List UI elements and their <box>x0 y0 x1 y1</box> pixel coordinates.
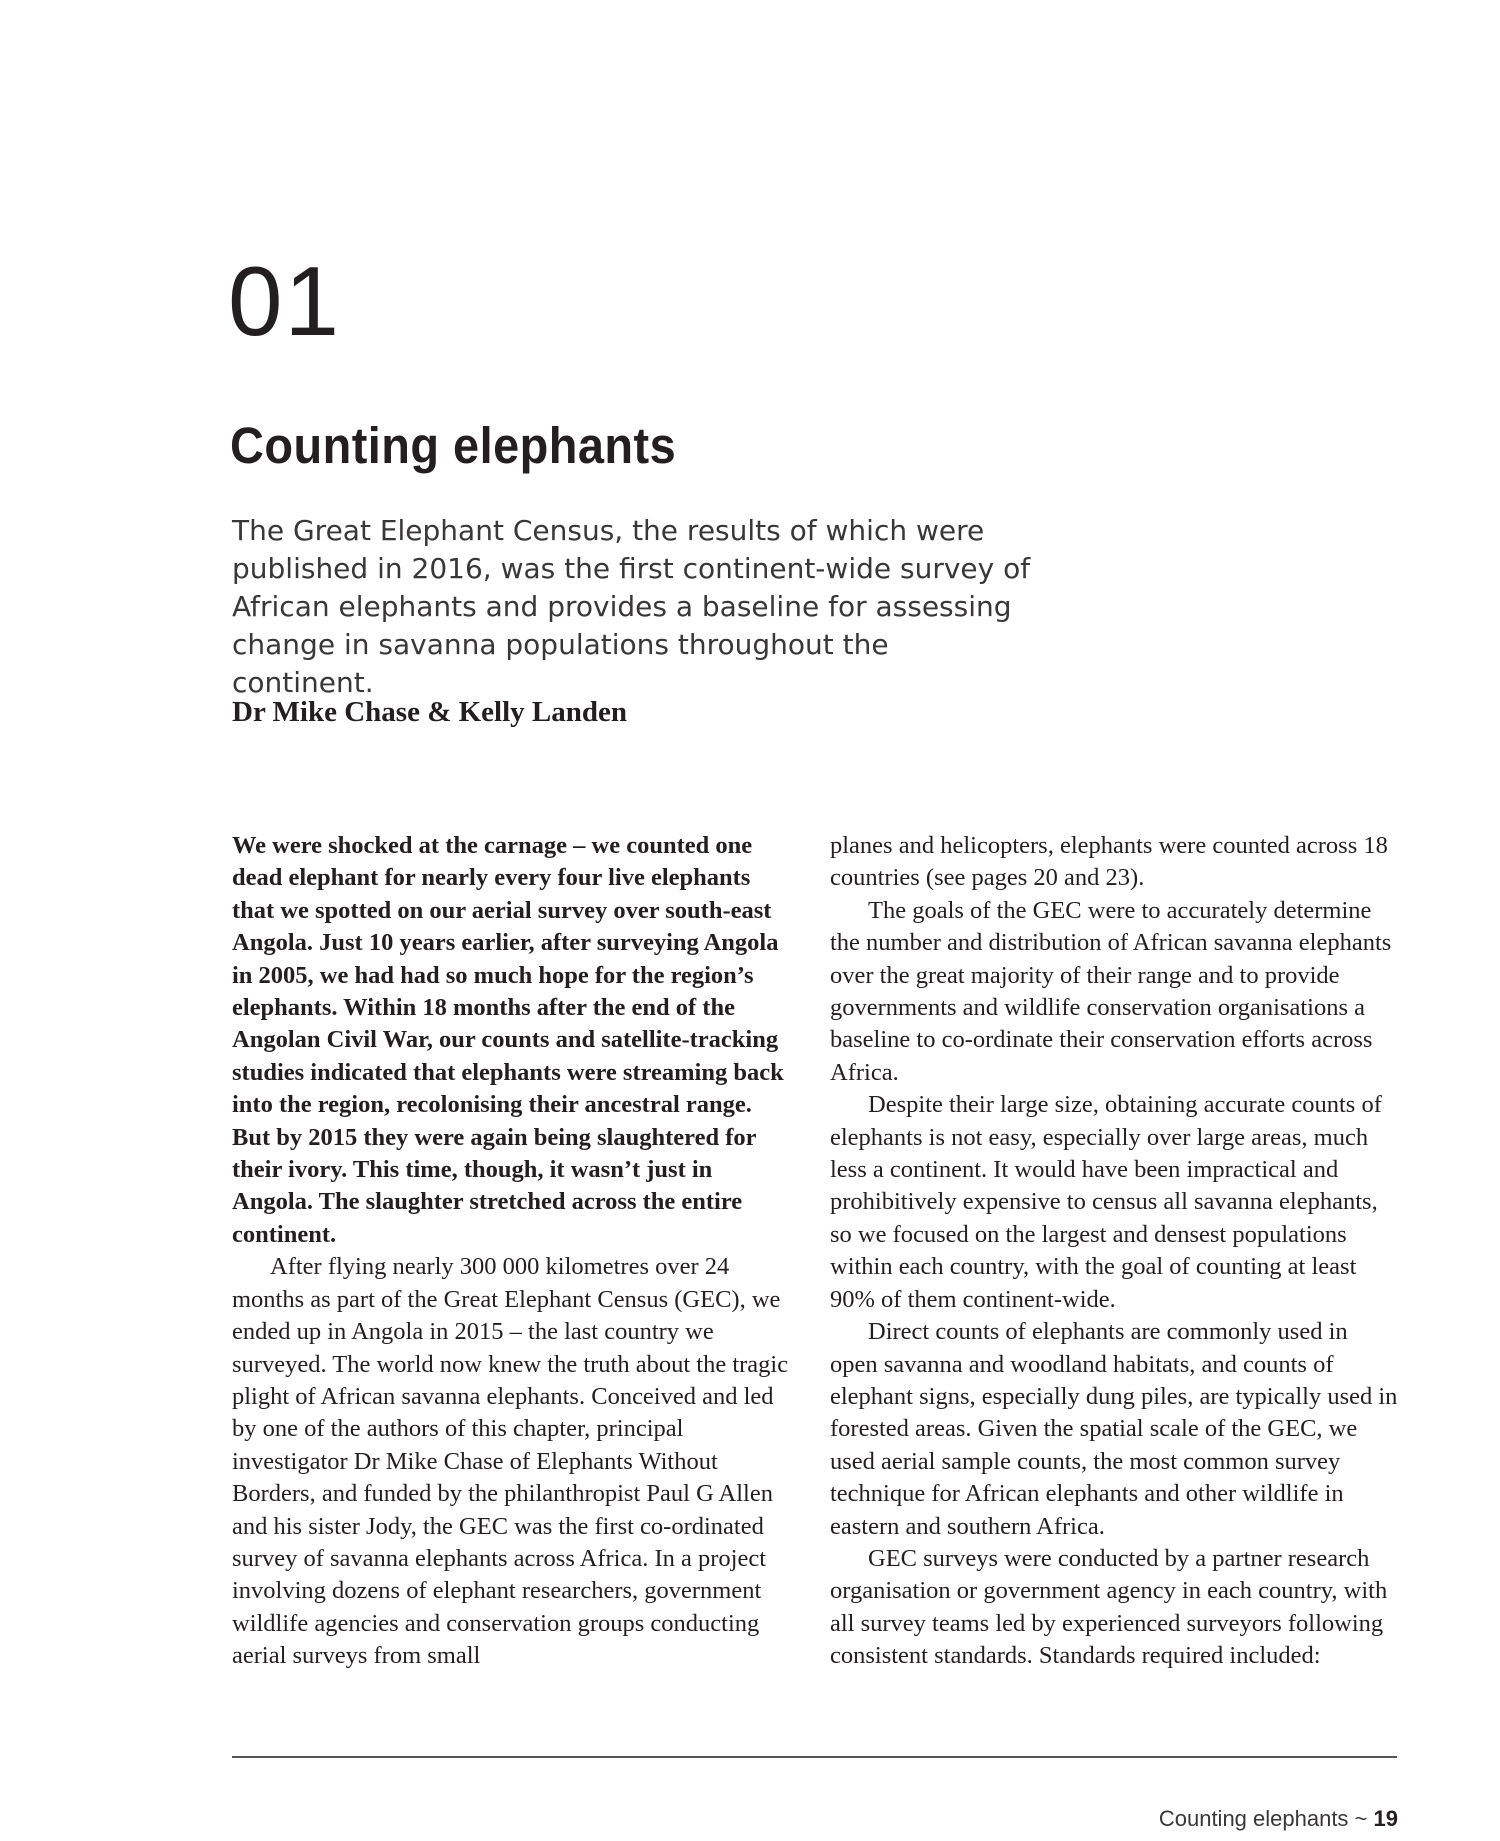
lead-paragraph: We were shocked at the carnage – we counted one dead elephant for nearly every four live elephants that we spotted on our aerial survey over south-east Angola. Just 10 years earlier, after surveying Angola in 2005, we had had so much hope for the region’s elephants. Within 18 months after the end of the Angolan Civil War, our counts and satellite-tracking studies indicated that elephants were streaming back into the region, recolonising their ancestral range. But by 2015 they were again being slaughtered for their ivory. This time, though, it wasn’t just in Angola. The slaughter stretched across the entire continent. <box>232 832 784 1248</box>
page-footer <box>1159 1806 1398 1832</box>
standfirst-text: The Great Elephant Census, the results of which were published in 2016, was the first continent-wide survey of African elephants and provides a baseline for assessing change in savanna populations throughout the continent. <box>232 514 1031 699</box>
body-right-column <box>830 830 1400 1673</box>
chapter-title: Counting elephants <box>230 417 677 474</box>
standfirst <box>232 512 1032 702</box>
body-paragraph: The goals of the GEC were to accurately determine the number and distribution of African savanna elephants over the great majority of their range and to provide governments and wildlife conservation organisations a baseline to co-ordinate their conservation efforts across Africa. <box>830 896 1392 1086</box>
body-paragraph: GEC surveys were conducted by a partner research organisation or government agency in each country, with all survey teams led by experienced surveyors following consistent standards. Standards required included: <box>830 1544 1388 1670</box>
authors: Dr Mike Chase & Kelly Landen <box>232 696 627 728</box>
page-number: 19 <box>1373 1806 1398 1831</box>
body-paragraph-continuation: planes and helicopters, elephants were counted across 18 countries (see pages 20 and 23). <box>830 832 1388 892</box>
running-title: Counting elephants ~ <box>1158 1806 1374 1831</box>
chapter-number: 01 <box>228 246 342 356</box>
body-paragraph: Despite their large size, obtaining accurate counts of elephants is not easy, especially over large areas, much less a continent. It would have been impractical and prohibitively expensive to census all savanna elephants, so we focused on the largest and densest populations within each country, with the goal of counting at least 90% of them continent-wide. <box>830 1091 1382 1313</box>
footer-rule <box>232 1756 1397 1758</box>
body-paragraph: Direct counts of elephants are commonly used in open savanna and woodland habitats, and counts of elephant signs, especially dung piles, are typically used in forested areas. Given the spatial scale of the GEC, we used aerial sample counts, the most common survey technique for African elephants and other wildlife in eastern and southern Africa. <box>830 1318 1398 1540</box>
body-left-column <box>232 830 792 1673</box>
body-paragraph: After flying nearly 300 000 kilometres over 24 months as part of the Great Elephant Census (GEC), we ended up in Angola in 2015 – the last country we surveyed. The world now knew the truth about the tragic plight of African savanna elephants. Conceived and led by one of the authors of this chapter, principal investigator Dr Mike Chase of Elephants Without Borders, and funded by the philanthropist Paul G Allen and his sister Jody, the GEC was the first co-ordinated survey of savanna elephants across Africa. In a project involving dozens of elephant researchers, government wildlife agencies and conservation groups conducting aerial surveys from small <box>232 1253 789 1670</box>
